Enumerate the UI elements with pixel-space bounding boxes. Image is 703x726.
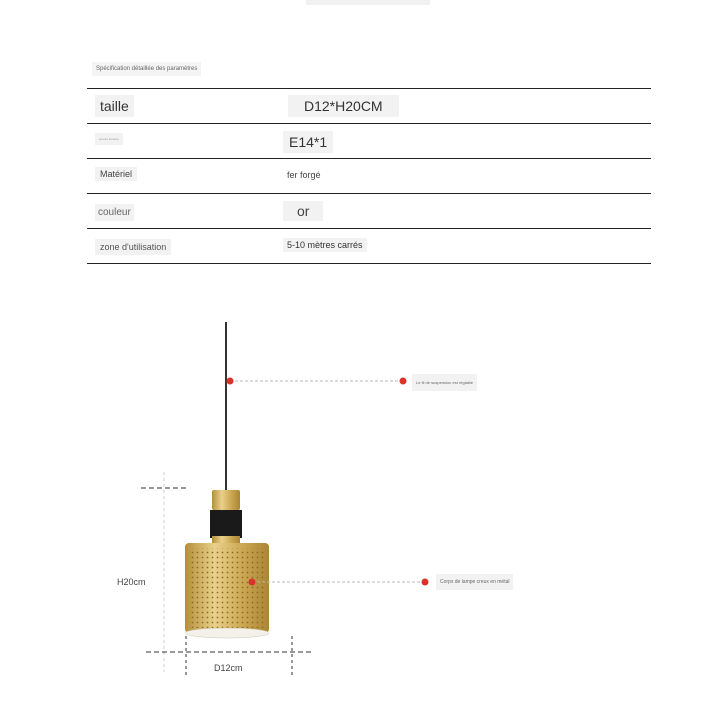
spec-value: D12*H20CM [288,95,399,117]
marker-dot [227,378,234,385]
spec-value: fer forgé [283,168,325,182]
lamp-diffuser [185,628,269,638]
spec-value: E14*1 [283,131,333,153]
height-label: H20cm [117,577,146,587]
spec-key: source lumière [95,133,123,145]
width-label: D12cm [214,663,243,673]
spec-key: Matériel [95,167,137,181]
marker-dot [400,378,407,385]
lamp-collar [212,490,240,510]
marker-dot [249,579,256,586]
spec-value: or [283,201,323,221]
marker-dot [422,579,429,586]
spec-title: Spécification détaillée des paramètres [92,62,201,76]
callout-body: Corps de lampe creux en métal [436,574,513,590]
spec-key: zone d'utilisation [95,239,171,255]
spec-key: taille [95,95,134,117]
callout-cord: Le fil de suspension est réglable [412,374,477,391]
spec-key: couleur [95,204,134,221]
lamp-band [210,510,242,538]
spec-value: 5-10 mètres carrés [283,238,367,252]
